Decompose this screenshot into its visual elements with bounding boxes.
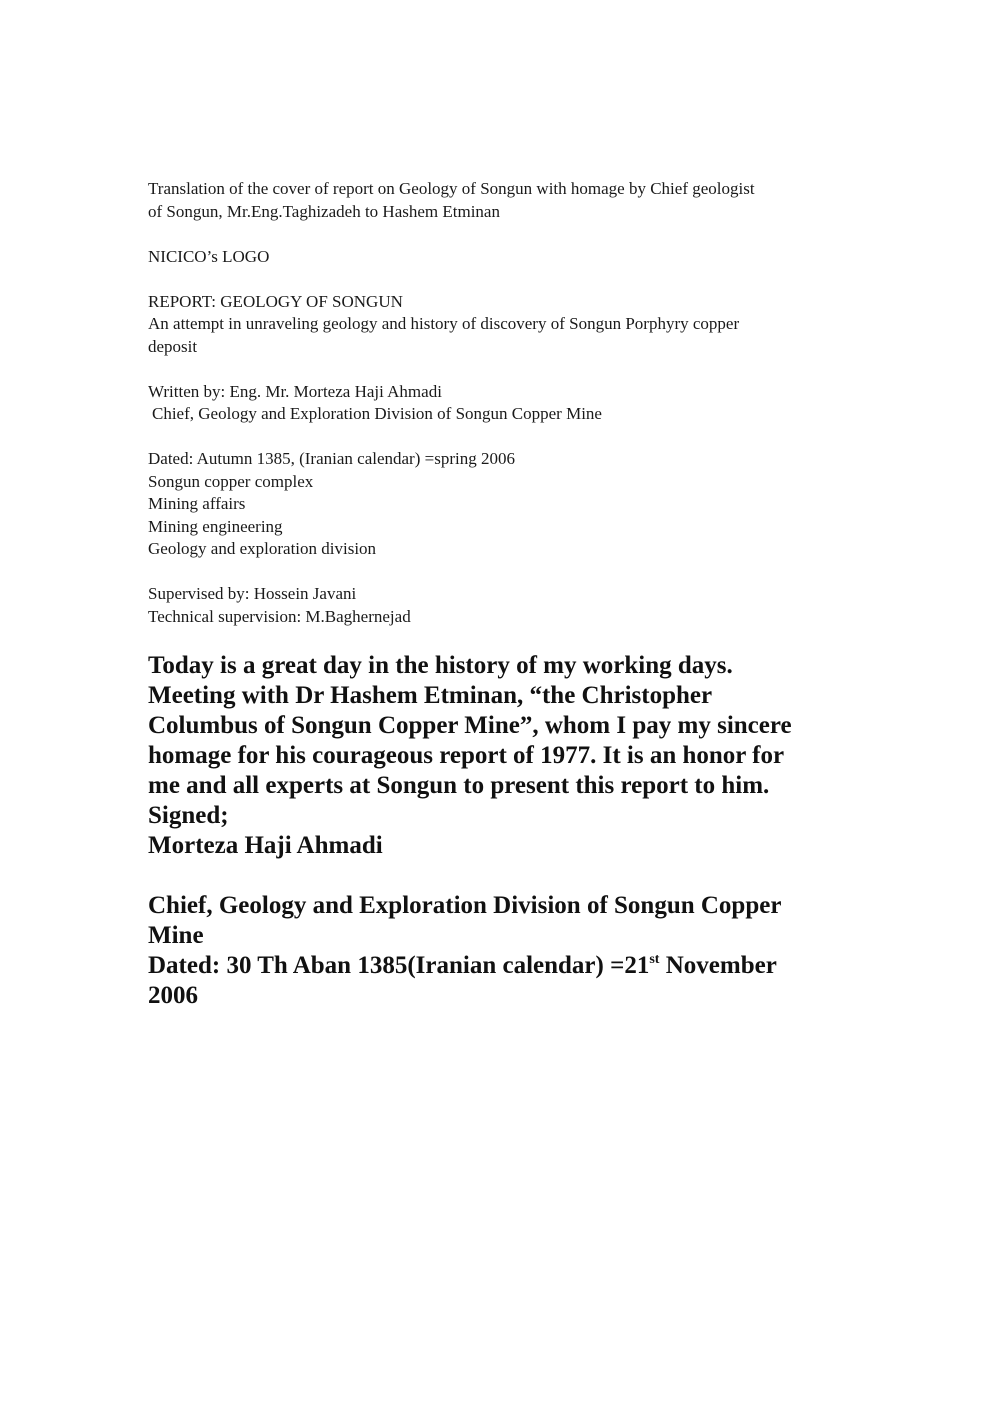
signer-name: Morteza Haji Ahmadi: [148, 831, 383, 859]
date-ordinal: st: [649, 951, 660, 967]
header-line: of Songun, Mr.Eng.Taghizadeh to Hashem Etminan: [148, 201, 500, 221]
homage-line: homage for his courageous report of 1977. It is an honor for: [148, 741, 785, 769]
report-title: REPORT: GEOLOGY OF SONGUN: [148, 291, 403, 311]
report-subtitle: deposit: [148, 336, 198, 356]
document-content: [148, 178, 858, 1011]
signature-year: 2006: [148, 981, 198, 1009]
signature-date: [148, 951, 858, 981]
supervision-block: [148, 583, 858, 628]
supervised-by: Supervised by: Hossein Javani: [148, 584, 357, 603]
author-position: Chief, Geology and Exploration Division of Songun Copper Mine: [152, 404, 602, 423]
signer-title: Chief, Geology and Exploration Division of Songun Copper: [148, 891, 782, 919]
detail-line: Songun copper complex: [148, 471, 314, 491]
dated-line: Dated: Autumn 1385, (Iranian calendar) =spring 2006: [148, 449, 515, 468]
author-block: [148, 381, 858, 426]
header-line: Translation of the cover of report on Geology of Songun with homage by Chief geologist: [148, 179, 755, 198]
cover-translation: [148, 178, 858, 628]
date-prefix: Dated: 30 Th Aban 1385(Iranian calendar) =21: [148, 951, 650, 979]
homage-line: me and all experts at Songun to present this report to him.: [148, 771, 770, 799]
signed-label: Signed;: [148, 801, 229, 829]
homage-line: Meeting with Dr Hashem Etminan, “the Christopher: [148, 681, 713, 709]
report-subtitle: An attempt in unraveling geology and history of discovery of Songun Porphyry copper: [148, 314, 740, 333]
homage-line: Today is a great day in the history of my working days.: [148, 651, 733, 679]
signature-block: [148, 891, 858, 1011]
detail-line: Geology and exploration division: [148, 539, 377, 558]
detail-line: Mining engineering: [148, 516, 283, 536]
header-block: [148, 178, 858, 223]
detail-line: Mining affairs: [148, 494, 246, 513]
written-by: Written by: Eng. Mr. Morteza Haji Ahmadi: [148, 381, 442, 401]
date-suffix: November: [659, 951, 777, 979]
logo-note-block: [148, 246, 858, 269]
technical-supervision: Technical supervision: M.Baghernejad: [148, 606, 411, 626]
homage-message: [148, 651, 858, 861]
homage-line: Columbus of Songun Copper Mine”, whom I pay my sincere: [148, 711, 792, 739]
logo-note: NICICO’s LOGO: [148, 246, 270, 266]
report-block: [148, 291, 858, 359]
details-block: [148, 448, 858, 561]
signer-title: Mine: [148, 921, 204, 949]
